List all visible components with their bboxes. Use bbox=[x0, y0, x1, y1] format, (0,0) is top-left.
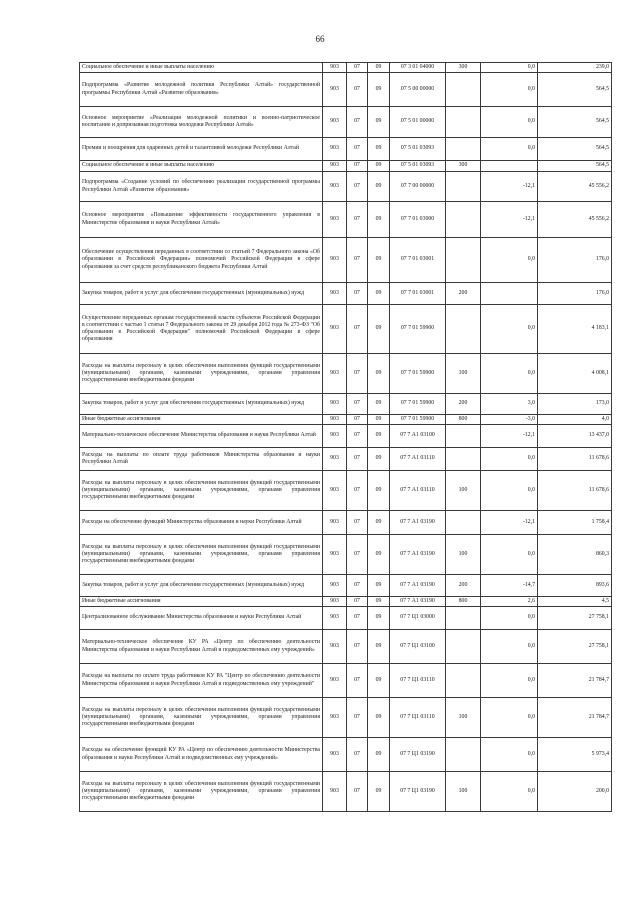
section-code-cell: 07 bbox=[347, 172, 368, 202]
expense-type-cell: 100 bbox=[446, 471, 481, 511]
change-amount-cell: -12,1 bbox=[481, 172, 538, 202]
total-amount-cell: 11 678,6 bbox=[538, 471, 612, 511]
section-code-cell: 07 bbox=[347, 630, 368, 664]
item-name-cell: Расходы на выплаты персоналу в целях обеспечения выполнения функций государственными (муниципальными) органами, казенными учреждениями, органами управления государственными внебюджетными фондами bbox=[80, 535, 323, 575]
section-code-cell: 07 bbox=[347, 394, 368, 415]
table-row bbox=[80, 772, 612, 812]
change-amount-cell: -12,1 bbox=[481, 511, 538, 535]
expense-type-cell bbox=[446, 738, 481, 772]
item-name-cell: Закупка товаров, работ и услуг для обеспечения государственных (муниципальных) нужд bbox=[80, 394, 323, 415]
ministry-code-cell: 903 bbox=[323, 738, 347, 772]
item-name-cell: Расходы на выплаты по оплате труда работников КУ РА "Центр по обеспечению деятельности Министерства образования и науки Республики Алтай и подведомственных ему учреждений" bbox=[80, 664, 323, 698]
table-row bbox=[80, 607, 612, 630]
ministry-code-cell: 903 bbox=[323, 394, 347, 415]
section-code-cell: 07 bbox=[347, 238, 368, 283]
section-code-cell: 07 bbox=[347, 448, 368, 471]
section-code-cell: 07 bbox=[347, 471, 368, 511]
total-amount-cell: 564,5 bbox=[538, 138, 612, 161]
expense-type-cell: 300 bbox=[446, 161, 481, 172]
change-amount-cell: 0,0 bbox=[481, 664, 538, 698]
subsection-code-cell: 09 bbox=[368, 354, 390, 394]
change-amount-cell bbox=[481, 161, 538, 172]
subsection-code-cell: 09 bbox=[368, 305, 390, 354]
page-number: 66 bbox=[315, 34, 325, 44]
ministry-code-cell: 903 bbox=[323, 772, 347, 812]
ministry-code-cell: 903 bbox=[323, 664, 347, 698]
section-code-cell: 07 bbox=[347, 597, 368, 607]
target-article-cell: 07 7 А1 03190 bbox=[390, 597, 446, 607]
section-code-cell: 07 bbox=[347, 354, 368, 394]
change-amount-cell: 0,0 bbox=[481, 354, 538, 394]
table-row bbox=[80, 161, 612, 172]
total-amount-cell: 11 678,6 bbox=[538, 448, 612, 471]
total-amount-cell: 13 437,0 bbox=[538, 425, 612, 448]
change-amount-cell: -14,7 bbox=[481, 575, 538, 597]
table-row bbox=[80, 172, 612, 202]
change-amount-cell: 0,0 bbox=[481, 607, 538, 630]
total-amount-cell: 21 784,7 bbox=[538, 664, 612, 698]
subsection-code-cell: 09 bbox=[368, 63, 390, 73]
item-name-cell: Расходы на выплаты персоналу в целях обеспечения выполнения функций государственными (муниципальными) органами, казенными учреждениями, органами управления государственными внебюджетными фондами bbox=[80, 354, 323, 394]
subsection-code-cell: 09 bbox=[368, 772, 390, 812]
target-article-cell: 07 7 01 59900 bbox=[390, 354, 446, 394]
item-name-cell: Осуществление переданных органам государственной власти субъектов Российской Федерации в соответствии с частью 1 статьи 7 Федерального закона от 29 декабря 2012 года № 273-ФЗ "Об образовании в Российской Федерации" полномочий Российской Федерации в сфере образования bbox=[80, 305, 323, 354]
section-code-cell: 07 bbox=[347, 535, 368, 575]
table-row bbox=[80, 738, 612, 772]
target-article-cell: 07 7 01 03001 bbox=[390, 238, 446, 283]
ministry-code-cell: 903 bbox=[323, 448, 347, 471]
section-code-cell: 07 bbox=[347, 425, 368, 448]
expense-type-cell: 100 bbox=[446, 772, 481, 812]
expense-type-cell bbox=[446, 172, 481, 202]
total-amount-cell: 45 556,2 bbox=[538, 172, 612, 202]
subsection-code-cell: 09 bbox=[368, 73, 390, 107]
section-code-cell: 07 bbox=[347, 283, 368, 305]
subsection-code-cell: 09 bbox=[368, 425, 390, 448]
item-name-cell: Расходы на обеспечение функций КУ РА «Центр по обеспечению деятельности Министерства образования и науки Республики Алтай и подведомственных ему учреждений» bbox=[80, 738, 323, 772]
table-row bbox=[80, 448, 612, 471]
total-amount-cell: 27 758,1 bbox=[538, 607, 612, 630]
section-code-cell: 07 bbox=[347, 698, 368, 738]
change-amount-cell: 0,0 bbox=[481, 772, 538, 812]
ministry-code-cell: 903 bbox=[323, 63, 347, 73]
item-name-cell: Подпрограмма «Развитие молодежной политики Республики Алтай» государственной программы Республики Алтай «Развитие образования» bbox=[80, 73, 323, 107]
subsection-code-cell: 09 bbox=[368, 664, 390, 698]
subsection-code-cell: 09 bbox=[368, 630, 390, 664]
change-amount-cell: 0,0 bbox=[481, 738, 538, 772]
ministry-code-cell: 903 bbox=[323, 107, 347, 138]
table-row bbox=[80, 664, 612, 698]
expense-type-cell bbox=[446, 238, 481, 283]
table-row bbox=[80, 138, 612, 161]
ministry-code-cell: 903 bbox=[323, 202, 347, 238]
change-amount-cell: 0,0 bbox=[481, 471, 538, 511]
subsection-code-cell: 09 bbox=[368, 415, 390, 425]
total-amount-cell: 45 556,2 bbox=[538, 202, 612, 238]
ministry-code-cell: 903 bbox=[323, 698, 347, 738]
subsection-code-cell: 09 bbox=[368, 394, 390, 415]
expense-type-cell bbox=[446, 107, 481, 138]
expense-type-cell: 100 bbox=[446, 354, 481, 394]
item-name-cell: Основное мероприятие «Реализация молодежной политики и военно-патриотическое воспитание и допризывная подготовка молодежи Республики Алтай» bbox=[80, 107, 323, 138]
total-amount-cell: 200,0 bbox=[538, 772, 612, 812]
total-amount-cell: 4 183,1 bbox=[538, 305, 612, 354]
subsection-code-cell: 09 bbox=[368, 202, 390, 238]
item-name-cell: Расходы на выплаты персоналу в целях обеспечения выполнения функций государственными (муниципальными) органами, казенными учреждениями, органами управления государственными внебюджетными фондами bbox=[80, 698, 323, 738]
item-name-cell: Социальное обеспечение и иные выплаты населению bbox=[80, 161, 323, 172]
table-row bbox=[80, 630, 612, 664]
section-code-cell: 07 bbox=[347, 73, 368, 107]
table-row bbox=[80, 63, 612, 73]
change-amount-cell: 0,0 bbox=[481, 630, 538, 664]
section-code-cell: 07 bbox=[347, 202, 368, 238]
subsection-code-cell: 09 bbox=[368, 448, 390, 471]
section-code-cell: 07 bbox=[347, 575, 368, 597]
subsection-code-cell: 09 bbox=[368, 597, 390, 607]
ministry-code-cell: 903 bbox=[323, 511, 347, 535]
expense-type-cell bbox=[446, 630, 481, 664]
item-name-cell: Расходы на обеспечение функций Министерства образования и науки Республики Алтай bbox=[80, 511, 323, 535]
section-code-cell: 07 bbox=[347, 772, 368, 812]
change-amount-cell: -12,1 bbox=[481, 202, 538, 238]
total-amount-cell: 4 008,1 bbox=[538, 354, 612, 394]
target-article-cell: 07 7 01 59900 bbox=[390, 394, 446, 415]
target-article-cell: 07 7 А1 03110 bbox=[390, 471, 446, 511]
expense-type-cell: 200 bbox=[446, 394, 481, 415]
total-amount-cell: 173,0 bbox=[538, 394, 612, 415]
table-row bbox=[80, 415, 612, 425]
change-amount-cell: 0,0 bbox=[481, 63, 538, 73]
item-name-cell: Подпрограмма «Создание условий по обеспечению реализации государственной программы Республики Алтай «Развитие образования» bbox=[80, 172, 323, 202]
ministry-code-cell: 903 bbox=[323, 607, 347, 630]
budget-table bbox=[79, 62, 612, 812]
expense-type-cell: 300 bbox=[446, 63, 481, 73]
ministry-code-cell: 903 bbox=[323, 535, 347, 575]
ministry-code-cell: 903 bbox=[323, 354, 347, 394]
section-code-cell: 07 bbox=[347, 305, 368, 354]
total-amount-cell: 4,5 bbox=[538, 597, 612, 607]
item-name-cell: Централизованное обслуживание Министерства образования и науки Республики Алтай bbox=[80, 607, 323, 630]
total-amount-cell: 176,0 bbox=[538, 283, 612, 305]
subsection-code-cell: 09 bbox=[368, 535, 390, 575]
ministry-code-cell: 903 bbox=[323, 283, 347, 305]
target-article-cell: 07 7 Ц1 03000 bbox=[390, 607, 446, 630]
target-article-cell: 07 7 01 03001 bbox=[390, 283, 446, 305]
subsection-code-cell: 09 bbox=[368, 161, 390, 172]
total-amount-cell: 21 784,7 bbox=[538, 698, 612, 738]
item-name-cell: Иные бюджетные ассигнования bbox=[80, 597, 323, 607]
target-article-cell: 07 5 01 03093 bbox=[390, 161, 446, 172]
item-name-cell: Иные бюджетные ассигнования bbox=[80, 415, 323, 425]
section-code-cell: 07 bbox=[347, 511, 368, 535]
expense-type-cell bbox=[446, 448, 481, 471]
expense-type-cell: 200 bbox=[446, 575, 481, 597]
change-amount-cell: -12,1 bbox=[481, 425, 538, 448]
expense-type-cell: 800 bbox=[446, 597, 481, 607]
change-amount-cell: 0,0 bbox=[481, 107, 538, 138]
table-row bbox=[80, 471, 612, 511]
target-article-cell: 07 7 01 59900 bbox=[390, 415, 446, 425]
target-article-cell: 07 7 А1 03110 bbox=[390, 448, 446, 471]
expense-type-cell: 800 bbox=[446, 415, 481, 425]
section-code-cell: 07 bbox=[347, 107, 368, 138]
item-name-cell: Расходы на выплаты персоналу в целях обеспечения выполнения функций государственными (муниципальными) органами, казенными учреждениями, органами управления государственными внебюджетными фондами bbox=[80, 471, 323, 511]
subsection-code-cell: 09 bbox=[368, 138, 390, 161]
target-article-cell: 07 7 00 00000 bbox=[390, 172, 446, 202]
budget-table-body bbox=[80, 63, 612, 812]
expense-type-cell bbox=[446, 138, 481, 161]
total-amount-cell: 564,5 bbox=[538, 73, 612, 107]
total-amount-cell: 5 973,4 bbox=[538, 738, 612, 772]
table-row bbox=[80, 354, 612, 394]
subsection-code-cell: 09 bbox=[368, 471, 390, 511]
subsection-code-cell: 09 bbox=[368, 107, 390, 138]
ministry-code-cell: 903 bbox=[323, 161, 347, 172]
section-code-cell: 07 bbox=[347, 738, 368, 772]
expense-type-cell bbox=[446, 511, 481, 535]
item-name-cell: Расходы на выплаты по оплате труда работников Министерства образования и науки Республики Алтай bbox=[80, 448, 323, 471]
target-article-cell: 07 7 Ц1 03110 bbox=[390, 664, 446, 698]
section-code-cell: 07 bbox=[347, 63, 368, 73]
section-code-cell: 07 bbox=[347, 138, 368, 161]
subsection-code-cell: 09 bbox=[368, 698, 390, 738]
item-name-cell: Материально-техническое обеспечение КУ РА «Центр по обеспечению деятельности Министерства образования и науки Республики Алтай и подведомственных ему учреждений» bbox=[80, 630, 323, 664]
table-row bbox=[80, 107, 612, 138]
total-amount-cell: 860,3 bbox=[538, 535, 612, 575]
change-amount-cell: -3,0 bbox=[481, 415, 538, 425]
total-amount-cell: 1 758,4 bbox=[538, 511, 612, 535]
subsection-code-cell: 09 bbox=[368, 575, 390, 597]
change-amount-cell: 0,0 bbox=[481, 698, 538, 738]
target-article-cell: 07 7 А1 03190 bbox=[390, 511, 446, 535]
table-row bbox=[80, 283, 612, 305]
change-amount-cell: 0,0 bbox=[481, 535, 538, 575]
ministry-code-cell: 903 bbox=[323, 575, 347, 597]
table-row bbox=[80, 202, 612, 238]
subsection-code-cell: 09 bbox=[368, 283, 390, 305]
table-row bbox=[80, 535, 612, 575]
change-amount-cell: 0,0 bbox=[481, 305, 538, 354]
section-code-cell: 07 bbox=[347, 664, 368, 698]
expense-type-cell: 200 bbox=[446, 283, 481, 305]
expense-type-cell bbox=[446, 305, 481, 354]
target-article-cell: 07 5 01 00000 bbox=[390, 107, 446, 138]
ministry-code-cell: 903 bbox=[323, 73, 347, 107]
item-name-cell: Социальное обеспечение и иные выплаты населению bbox=[80, 63, 323, 73]
item-name-cell: Расходы на выплаты персоналу в целях обеспечения выполнения функций государственными (муниципальными) органами, казенными учреждениями, органами управления государственными внебюджетными фондами bbox=[80, 772, 323, 812]
total-amount-cell: 4,0 bbox=[538, 415, 612, 425]
item-name-cell: Премии и поощрения для одаренных детей и талантливой молодежи Республики Алтай bbox=[80, 138, 323, 161]
change-amount-cell: 0,0 bbox=[481, 138, 538, 161]
change-amount-cell bbox=[481, 283, 538, 305]
table-row bbox=[80, 394, 612, 415]
subsection-code-cell: 09 bbox=[368, 738, 390, 772]
ministry-code-cell: 903 bbox=[323, 305, 347, 354]
total-amount-cell: 893,6 bbox=[538, 575, 612, 597]
item-name-cell: Закупка товаров, работ и услуг для обеспечения государственных (муниципальных) нужд bbox=[80, 575, 323, 597]
target-article-cell: 07 7 01 59900 bbox=[390, 305, 446, 354]
item-name-cell: Основное мероприятие «Повышение эффективности государственного управления в Министерстве образования и науки Республики Алтай» bbox=[80, 202, 323, 238]
target-article-cell: 07 3 01 04000 bbox=[390, 63, 446, 73]
ministry-code-cell: 903 bbox=[323, 138, 347, 161]
target-article-cell: 07 7 Ц1 03110 bbox=[390, 698, 446, 738]
ministry-code-cell: 903 bbox=[323, 415, 347, 425]
table-row bbox=[80, 425, 612, 448]
ministry-code-cell: 903 bbox=[323, 471, 347, 511]
section-code-cell: 07 bbox=[347, 607, 368, 630]
subsection-code-cell: 09 bbox=[368, 607, 390, 630]
total-amount-cell: 564,5 bbox=[538, 107, 612, 138]
change-amount-cell: 0,0 bbox=[481, 448, 538, 471]
table-row bbox=[80, 305, 612, 354]
expense-type-cell bbox=[446, 425, 481, 448]
table-row bbox=[80, 511, 612, 535]
item-name-cell: Обеспечение осуществления переданных в соответствии со статьей 7 Федерального закона «Об образовании в Российской Федерации» полномочий Российской Федерации в сфере образования за счет средств республиканского бюджета Республики Алтай bbox=[80, 238, 323, 283]
target-article-cell: 07 5 00 00000 bbox=[390, 73, 446, 107]
ministry-code-cell: 903 bbox=[323, 172, 347, 202]
section-code-cell: 07 bbox=[347, 415, 368, 425]
ministry-code-cell: 903 bbox=[323, 630, 347, 664]
ministry-code-cell: 903 bbox=[323, 425, 347, 448]
target-article-cell: 07 7 Ц1 03100 bbox=[390, 630, 446, 664]
target-article-cell: 07 7 А1 03190 bbox=[390, 535, 446, 575]
expense-type-cell: 100 bbox=[446, 698, 481, 738]
subsection-code-cell: 09 bbox=[368, 238, 390, 283]
total-amount-cell: 27 758,1 bbox=[538, 630, 612, 664]
expense-type-cell bbox=[446, 202, 481, 238]
expense-type-cell bbox=[446, 607, 481, 630]
subsection-code-cell: 09 bbox=[368, 511, 390, 535]
change-amount-cell: 3,0 bbox=[481, 394, 538, 415]
section-code-cell: 07 bbox=[347, 161, 368, 172]
total-amount-cell: 176,0 bbox=[538, 238, 612, 283]
target-article-cell: 07 5 01 03093 bbox=[390, 138, 446, 161]
table-row bbox=[80, 73, 612, 107]
table-row bbox=[80, 597, 612, 607]
ministry-code-cell: 903 bbox=[323, 238, 347, 283]
target-article-cell: 07 7 01 03000 bbox=[390, 202, 446, 238]
item-name-cell: Закупка товаров, работ и услуг для обеспечения государственных (муниципальных) нужд bbox=[80, 283, 323, 305]
subsection-code-cell: 09 bbox=[368, 172, 390, 202]
table-row bbox=[80, 575, 612, 597]
change-amount-cell: 0,0 bbox=[481, 73, 538, 107]
target-article-cell: 07 7 А1 03100 bbox=[390, 425, 446, 448]
change-amount-cell: 2,6 bbox=[481, 597, 538, 607]
change-amount-cell: 0,0 bbox=[481, 238, 538, 283]
total-amount-cell: 239,0 bbox=[538, 63, 612, 73]
expense-type-cell: 100 bbox=[446, 535, 481, 575]
ministry-code-cell: 903 bbox=[323, 597, 347, 607]
target-article-cell: 07 7 А1 03190 bbox=[390, 575, 446, 597]
table-row bbox=[80, 698, 612, 738]
target-article-cell: 07 7 Ц1 03190 bbox=[390, 772, 446, 812]
expense-type-cell bbox=[446, 664, 481, 698]
target-article-cell: 07 7 Ц1 03190 bbox=[390, 738, 446, 772]
expense-type-cell bbox=[446, 73, 481, 107]
total-amount-cell: 564,5 bbox=[538, 161, 612, 172]
item-name-cell: Материально-техническое обеспечение Министерства образования и науки Республики Алтай bbox=[80, 425, 323, 448]
table-row bbox=[80, 238, 612, 283]
